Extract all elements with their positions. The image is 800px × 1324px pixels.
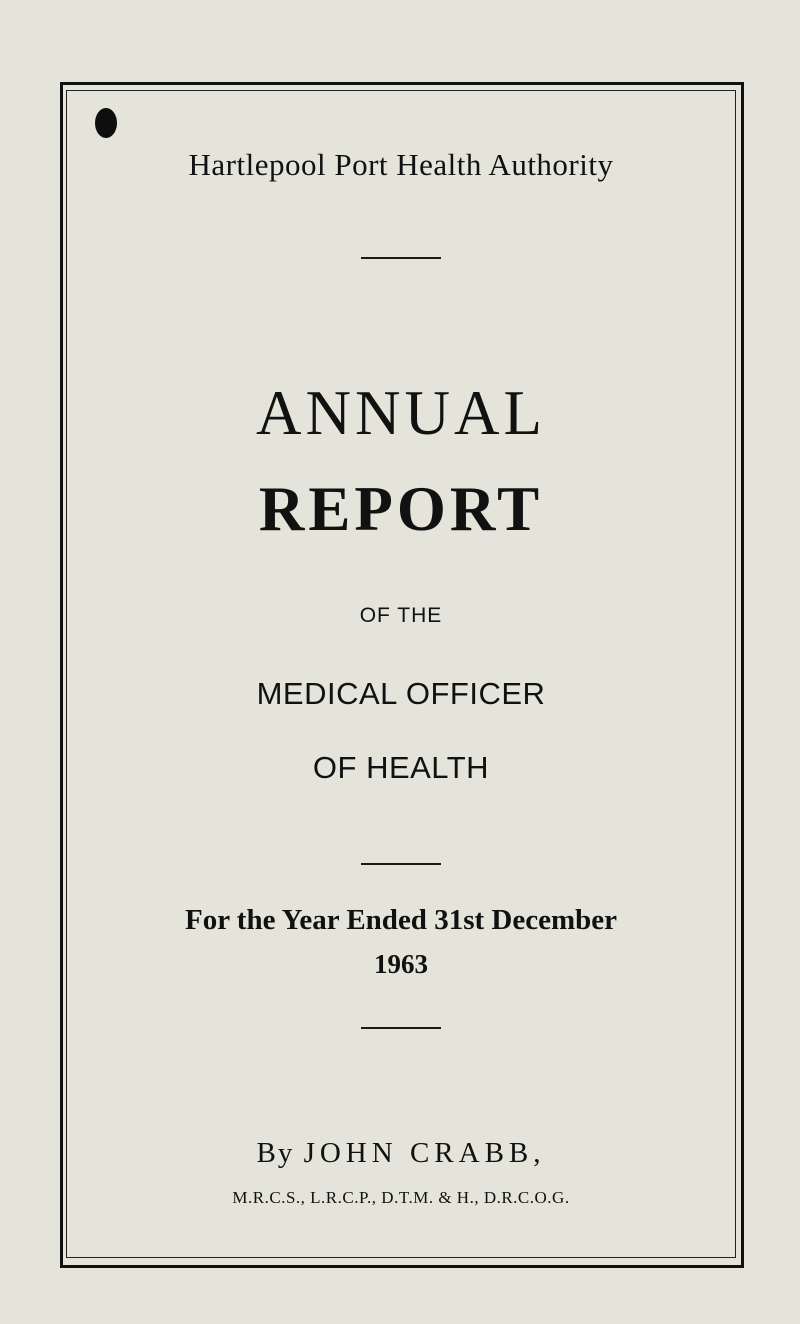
officer-title-line2: OF HEALTH xyxy=(312,750,490,785)
divider-rule-middle xyxy=(361,863,441,865)
report-period: For the Year Ended 31st December xyxy=(185,904,617,936)
authority-title: Hartlepool Port Health Authority xyxy=(188,147,614,182)
report-title-line1: ANNUAL xyxy=(256,378,546,448)
divider-rule-bottom xyxy=(361,1027,441,1029)
author-name: JOHN CRABB, xyxy=(303,1137,546,1169)
ink-dot-mark xyxy=(95,108,117,138)
author-line xyxy=(66,1137,736,1170)
of-the-label: OF THE xyxy=(359,604,443,627)
report-year: 1963 xyxy=(374,949,428,979)
author-qualifications: M.R.C.S., L.R.C.P., D.T.M. & H., D.R.C.O.G. xyxy=(232,1188,570,1207)
officer-title-line1: MEDICAL OFFICER xyxy=(256,676,546,711)
inner-border-frame xyxy=(66,90,736,1258)
report-title-line2: REPORT xyxy=(258,474,544,544)
by-prefix: By xyxy=(256,1137,295,1169)
divider-rule-top xyxy=(361,257,441,259)
